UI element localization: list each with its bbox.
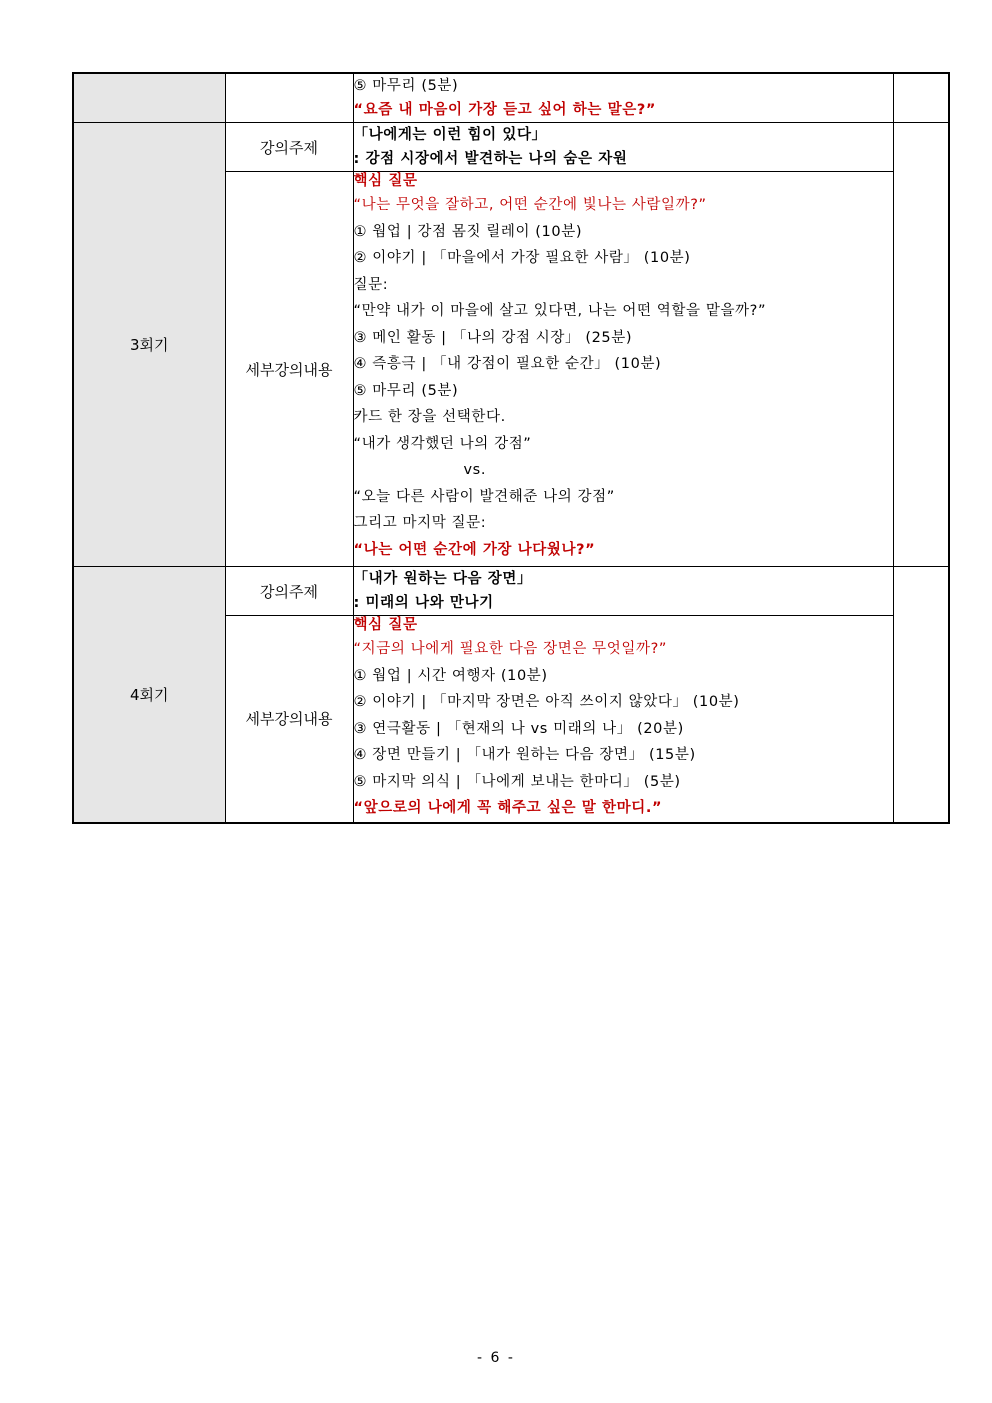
content-line: 카드 한 장을 선택한다. [353,409,506,425]
key-question: “나는 무엇을 잘하고, 어떤 순간에 빛나는 사람일까?” [353,197,707,213]
topic-title: 「나에게는 이런 힘이 있다」 [353,127,547,143]
content-line: ① 웜업 | 시간 여행자 (10분) [353,667,548,684]
prev-content-cell [353,73,893,123]
prev-label-cell [225,73,353,123]
content-line: ④ 장면 만들기 | 「내가 원하는 다음 장면」 (15분) [353,747,696,763]
key-question-heading: 핵심 질문 [353,617,418,633]
session3-detail [353,172,893,567]
session4-detail [353,616,893,823]
closing-question: “나는 어떤 순간에 가장 나다웠나?” [353,541,596,558]
content-line: ③ 연극활동 | 「현재의 나 vs 미래의 나」 (20분) [353,720,684,737]
session3-label: 3회기 [73,123,225,567]
key-question: “지금의 나에게 필요한 다음 장면은 무엇일까?” [353,641,667,657]
closing-question: “앞으로의 나에게 꼭 해주고 싶은 말 한마디.” [353,800,663,816]
content-line: ⑤ 마지막 의식 | 「나에게 보내는 한마디」 (5분) [353,773,681,790]
page-number: - 6 - [477,1350,515,1366]
prev-session-cell [73,73,225,123]
session3-detail-label: 세부강의내용 [225,172,353,567]
note-cell [893,73,949,123]
content-line: 그리고 마지막 질문: [353,515,487,531]
prev-session-row [73,73,949,123]
content-line: ④ 즉흥극 | 「내 강점이 필요한 순간」 (10분) [353,356,662,372]
content-line: “내가 생각했던 나의 강점” [353,435,532,452]
closing-question: “요즘 내 마음이 가장 듣고 싶어 하는 말은?” [353,102,657,118]
session3-topic-row [73,123,949,172]
content-line: ⑤ 마무리 (5분) [353,382,459,399]
lecture-plan-table [72,72,950,824]
content-line: ② 이야기 | 「마을에서 가장 필요한 사람」 (10분) [353,250,691,266]
session4-topic-row [73,567,949,616]
content-line: ① 웜업 | 강점 몸짓 릴레이 (10분) [353,223,583,240]
session4-topic-label: 강의주제 [225,567,353,616]
note-cell [893,567,949,823]
session4-label: 4회기 [73,567,225,823]
topic-title: 「내가 원하는 다음 장면」 [353,571,533,587]
session3-topic [353,123,893,172]
note-cell [893,123,949,567]
key-question-heading: 핵심 질문 [353,173,418,189]
content-line: ② 이야기 | 「마지막 장면은 아직 쓰이지 않았다」 (10분) [353,694,740,710]
session4-detail-label: 세부강의내용 [225,616,353,823]
content-line: “오늘 다른 사람이 발견해준 나의 강점” [353,488,615,505]
session3-topic-label: 강의주제 [225,123,353,172]
content-line: vs. [463,462,487,478]
topic-subtitle: : 강점 시장에서 발견하는 나의 숨은 자원 [353,151,628,167]
content-line: ③ 메인 활동 | 「나의 강점 시장」 (25분) [353,329,633,346]
content-line: ⑤ 마무리 (5분) [353,78,459,94]
session4-topic [353,567,893,616]
content-line: “만약 내가 이 마을에 살고 있다면, 나는 어떤 역할을 맡을까?” [353,303,767,319]
content-line: 질문: [353,276,389,293]
topic-subtitle: : 미래의 나와 만나기 [353,595,494,611]
